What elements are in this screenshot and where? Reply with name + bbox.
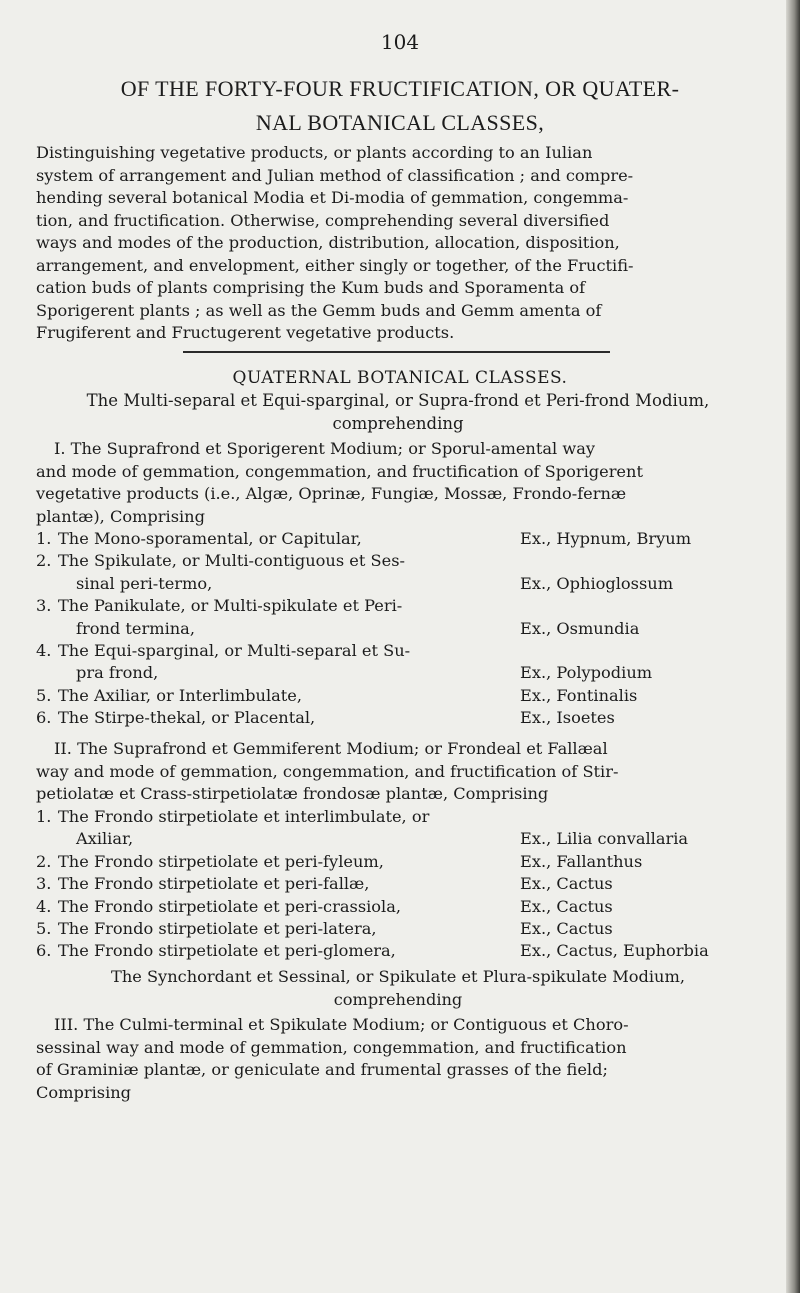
item-name: The Frondo stirpetiolate et peri-fyleum, bbox=[58, 851, 384, 871]
section-1-line: vegetative products (i.e., Algæ, Oprinæ, Fungiæ, Mossæ, Frondo-fernæ bbox=[36, 484, 627, 503]
item-number: 2. bbox=[36, 851, 52, 871]
intro-line: Frugiferent and Fructugerent vegetative products. bbox=[36, 323, 455, 342]
item-example: Ex., Lilia convallaria bbox=[520, 829, 689, 849]
item-name: The Frondo stirpetiolate et peri-latera, bbox=[58, 918, 377, 938]
section-3-line: sessinal way and mode of gemmation, congemmation, and fructification bbox=[36, 1037, 627, 1057]
intro-line: arrangement, and envelopment, either singly or together, of the Fructifi- bbox=[36, 255, 634, 275]
item-number: 2. bbox=[36, 551, 52, 571]
section-1-line: plantæ), Comprising bbox=[36, 506, 205, 526]
synchordant-line: comprehending bbox=[333, 989, 463, 1009]
list-item bbox=[36, 707, 772, 729]
section-1-list bbox=[36, 528, 772, 730]
item-example: Ex., Cactus, Euphorbia bbox=[520, 941, 709, 961]
item-name: The Mono-sporamental, or Capitular, bbox=[58, 529, 362, 548]
list-item bbox=[36, 662, 772, 684]
list-item bbox=[36, 806, 772, 828]
list-item bbox=[36, 550, 772, 572]
section-title: QUATERNAL BOTANICAL CLASSES. bbox=[232, 368, 568, 388]
intro-line: Distinguishing vegetative products, or plants according to an Iulian bbox=[36, 143, 593, 162]
intro-line: ways and modes of the production, distribution, allocation, disposition, bbox=[36, 233, 620, 252]
synchordant-line: The Synchordant et Sessinal, or Spikulate et Plura-spikulate Modium, bbox=[111, 967, 685, 986]
list-item bbox=[36, 940, 772, 962]
item-name: The Frondo stirpetiolate et peri-crassiola, bbox=[58, 896, 402, 916]
item-name: The Equi-sparginal, or Multi-separal et Su- bbox=[58, 640, 411, 660]
section-3-line: of Graminiæ plantæ, or geniculate and frumental grasses of the field; bbox=[36, 1060, 608, 1079]
section-2-list bbox=[36, 806, 772, 963]
list-item bbox=[36, 918, 772, 940]
list-item bbox=[36, 618, 772, 640]
item-example: Ex., Cactus bbox=[520, 918, 613, 938]
page-number: 104 bbox=[380, 30, 420, 54]
chapter-heading bbox=[30, 72, 770, 140]
item-example: Ex., Polypodium bbox=[520, 663, 653, 683]
item-name: frond termina, bbox=[76, 618, 195, 638]
section-2-intro bbox=[36, 738, 760, 806]
section-1-line: I. The Suprafrond et Sporigerent Modium; or Sporul-amental way bbox=[54, 439, 595, 458]
item-example: Ex., Isoetes bbox=[520, 708, 615, 728]
section-subtitle bbox=[36, 390, 760, 435]
subtitle-line: The Multi-separal et Equi-sparginal, or Supra-frond et Peri-frond Modium, bbox=[86, 391, 710, 410]
list-item bbox=[36, 873, 772, 895]
intro-line: tion, and fructification. Otherwise, comprehending several diversified bbox=[36, 210, 610, 230]
intro-line: Sporigerent plants ; as well as the Gemm buds and Gemm amenta of bbox=[36, 300, 602, 320]
item-name: sinal peri-termo, bbox=[76, 573, 213, 593]
intro-line: hending several botanical Modia et Di-modia of gemmation, congemma- bbox=[36, 188, 629, 207]
section-2-line: petiolatæ et Crass-stirpetiolatæ frondosæ plantæ, Comprising bbox=[36, 784, 549, 803]
section-divider bbox=[183, 351, 610, 353]
item-example: Ex., Hypnum, Bryum bbox=[520, 529, 692, 548]
item-number: 3. bbox=[36, 596, 52, 616]
intro-paragraph bbox=[36, 142, 760, 345]
item-name: The Spikulate, or Multi-contiguous et Ses- bbox=[58, 551, 405, 571]
item-name: The Stirpe-thekal, or Placental, bbox=[58, 708, 316, 728]
section-1-intro bbox=[36, 438, 760, 528]
list-item bbox=[36, 828, 772, 850]
item-example: Ex., Osmundia bbox=[520, 618, 640, 638]
subtitle-line: comprehending bbox=[332, 413, 464, 433]
item-name: The Frondo stirpetiolate et peri-glomera, bbox=[58, 941, 396, 961]
list-item bbox=[36, 685, 772, 707]
section-2-line: II. The Suprafrond et Gemmiferent Modium; or Frondeal et Fallæal bbox=[54, 739, 608, 758]
item-number: 4. bbox=[36, 640, 52, 660]
book-spine-edge bbox=[786, 0, 800, 1293]
item-name: The Frondo stirpetiolate et interlimbulate, or bbox=[58, 807, 430, 826]
item-number: 6. bbox=[36, 941, 52, 961]
section-3-line: III. The Culmi-terminal et Spikulate Modium; or Contiguous et Choro- bbox=[54, 1015, 629, 1034]
section-2-line: way and mode of gemmation, congemmation, and fructification of Stir- bbox=[36, 761, 619, 781]
list-item bbox=[36, 595, 772, 617]
item-name: The Axiliar, or Interlimbulate, bbox=[58, 685, 303, 705]
intro-line: system of arrangement and Julian method of classification ; and compre- bbox=[36, 165, 634, 185]
item-example: Ex., Cactus bbox=[520, 896, 613, 916]
list-item bbox=[36, 896, 772, 918]
item-name: pra frond, bbox=[76, 663, 159, 683]
intro-line: cation buds of plants comprising the Kum buds and Sporamenta of bbox=[36, 278, 586, 297]
item-number: 3. bbox=[36, 874, 52, 894]
heading-line: OF THE FORTY-FOUR FRUCTIFICATION, OR QUATER- bbox=[120, 76, 680, 101]
section-1-line: and mode of gemmation, congemmation, and fructification of Sporigerent bbox=[36, 461, 643, 481]
list-item bbox=[36, 640, 772, 662]
item-example: Ex., Ophioglossum bbox=[520, 573, 674, 593]
item-number: 4. bbox=[36, 896, 52, 916]
item-number: 5. bbox=[36, 685, 52, 705]
item-example: Ex., Fontinalis bbox=[520, 685, 638, 705]
item-number: 6. bbox=[36, 708, 52, 728]
item-name: The Panikulate, or Multi-spikulate et Peri- bbox=[58, 596, 403, 616]
item-number: 5. bbox=[36, 918, 52, 938]
synchordant-heading bbox=[36, 966, 760, 1011]
list-item bbox=[36, 573, 772, 595]
item-name: The Frondo stirpetiolate et peri-fallæ, bbox=[58, 874, 370, 894]
section-3-line: Comprising bbox=[36, 1082, 132, 1102]
section-3-intro bbox=[36, 1014, 760, 1104]
heading-line: NAL BOTANICAL CLASSES, bbox=[255, 110, 545, 135]
item-name: Axiliar, bbox=[76, 829, 134, 849]
item-example: Ex., Cactus bbox=[520, 874, 613, 894]
item-number: 1. bbox=[36, 807, 52, 826]
list-item bbox=[36, 851, 772, 873]
item-number: 1. bbox=[36, 529, 52, 548]
list-item bbox=[36, 528, 772, 550]
item-example: Ex., Fallanthus bbox=[520, 851, 643, 871]
